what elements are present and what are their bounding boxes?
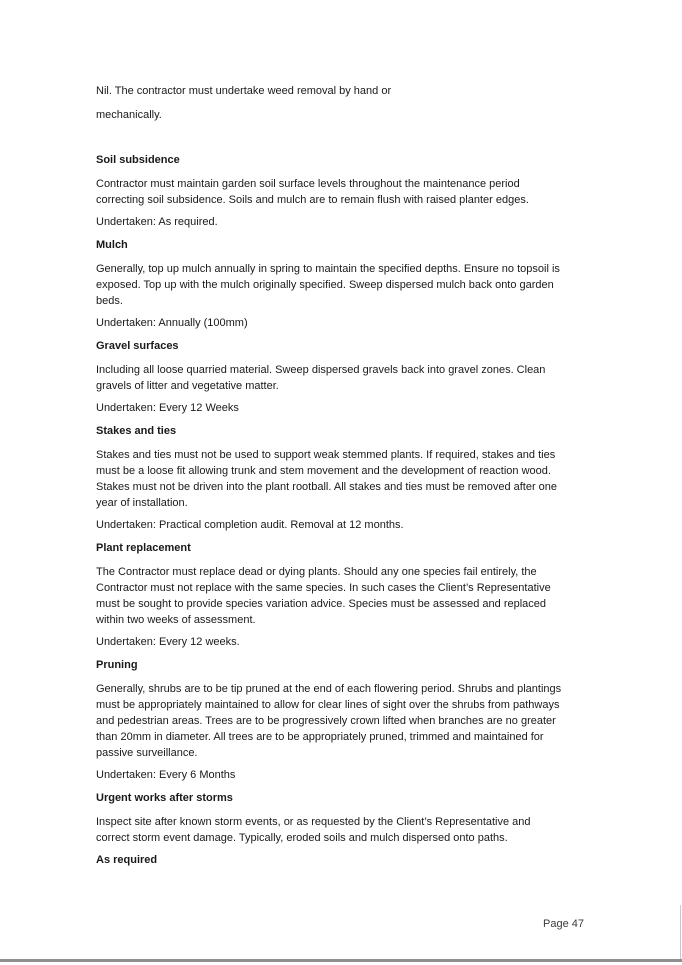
- section-heading-gravel-surfaces: Gravel surfaces: [96, 340, 179, 352]
- text-line: gravels of litter and vegetative matter.: [96, 380, 279, 392]
- page-right-edge: [680, 905, 681, 959]
- section-heading-mulch: Mulch: [96, 239, 128, 251]
- section-heading-soil-subsidence: Soil subsidence: [96, 154, 180, 166]
- text-line: beds.: [96, 295, 123, 307]
- text-line: must be appropriately maintained to allow for clear lines of sight over the shrubs from pathways: [96, 699, 560, 711]
- text-line: Generally, top up mulch annually in spring to maintain the specified depths. Ensure no topsoil is: [96, 263, 560, 275]
- undertaken-line: Undertaken: Every 12 weeks.: [96, 636, 240, 648]
- undertaken-line: Undertaken: Annually (100mm): [96, 317, 248, 329]
- section-body: [96, 447, 596, 511]
- text-line: Including all loose quarried material. Sweep dispersed gravels back into gravel zones. Clean: [96, 364, 546, 376]
- text-line: year of installation.: [96, 497, 188, 509]
- page-bottom-edge: [0, 959, 682, 962]
- text-line: Contractor must not replace with the same species. In such cases the Client’s Representative: [96, 582, 551, 594]
- text-line: must be a loose fit allowing trunk and stem movement and the development of reaction wood.: [96, 465, 551, 477]
- text-line: exposed. Top up with the mulch originally specified. Sweep dispersed mulch back onto garden: [96, 279, 554, 291]
- text-line: Nil. The contractor must undertake weed removal by hand or: [96, 85, 392, 97]
- text-line: must be sought to provide species variation advice. Species must be assessed and replaced: [96, 598, 547, 610]
- text-line: and pedestrian areas. Trees are to be progressively crown lifted when branches are no greater: [96, 715, 556, 727]
- section-heading-urgent-works-after-storms: Urgent works after storms: [96, 792, 233, 804]
- undertaken-line: Undertaken: Every 6 Months: [96, 769, 236, 781]
- text-line: than 20mm in diameter. All trees are to be appropriately pruned, trimmed and maintained for: [96, 731, 544, 743]
- section-body: [96, 362, 596, 394]
- page-content: [96, 83, 596, 876]
- text-line: correct storm event damage. Typically, eroded soils and mulch dispersed onto paths.: [96, 832, 508, 844]
- page-number: Page 47: [543, 918, 584, 930]
- text-line: Contractor must maintain garden soil surface levels throughout the maintenance period: [96, 178, 520, 190]
- section-heading-plant-replacement: Plant replacement: [96, 542, 191, 554]
- undertaken-line: Undertaken: As required.: [96, 216, 218, 228]
- section-body: [96, 564, 596, 628]
- section-body: [96, 681, 596, 761]
- section-heading-stakes-and-ties: Stakes and ties: [96, 425, 177, 437]
- text-line: mechanically.: [96, 109, 162, 121]
- section-body: [96, 261, 596, 309]
- text-line: Stakes must not be driven into the plant rootball. All stakes and ties must be removed after one: [96, 481, 558, 493]
- undertaken-line: Undertaken: Every 12 Weeks: [96, 402, 239, 414]
- text-line: within two weeks of assessment.: [96, 614, 256, 626]
- section-heading-as-required: As required: [96, 854, 158, 866]
- text-line: The Contractor must replace dead or dying plants. Should any one species fail entirely, the: [96, 566, 537, 578]
- text-line: Generally, shrubs are to be tip pruned at the end of each flowering period. Shrubs and plantings: [96, 683, 562, 695]
- text-line: Inspect site after known storm events, or as requested by the Client’s Representative and: [96, 816, 531, 828]
- section-body: [96, 814, 596, 846]
- intro-paragraph: [96, 83, 596, 123]
- undertaken-line: Undertaken: Practical completion audit. Removal at 12 months.: [96, 519, 404, 531]
- text-line: Stakes and ties must not be used to support weak stemmed plants. If required, stakes and ties: [96, 449, 556, 461]
- text-line: correcting soil subsidence. Soils and mulch are to remain flush with raised planter edges.: [96, 194, 529, 206]
- section-body: [96, 176, 596, 208]
- text-line: passive surveillance.: [96, 747, 198, 759]
- section-heading-pruning: Pruning: [96, 659, 138, 671]
